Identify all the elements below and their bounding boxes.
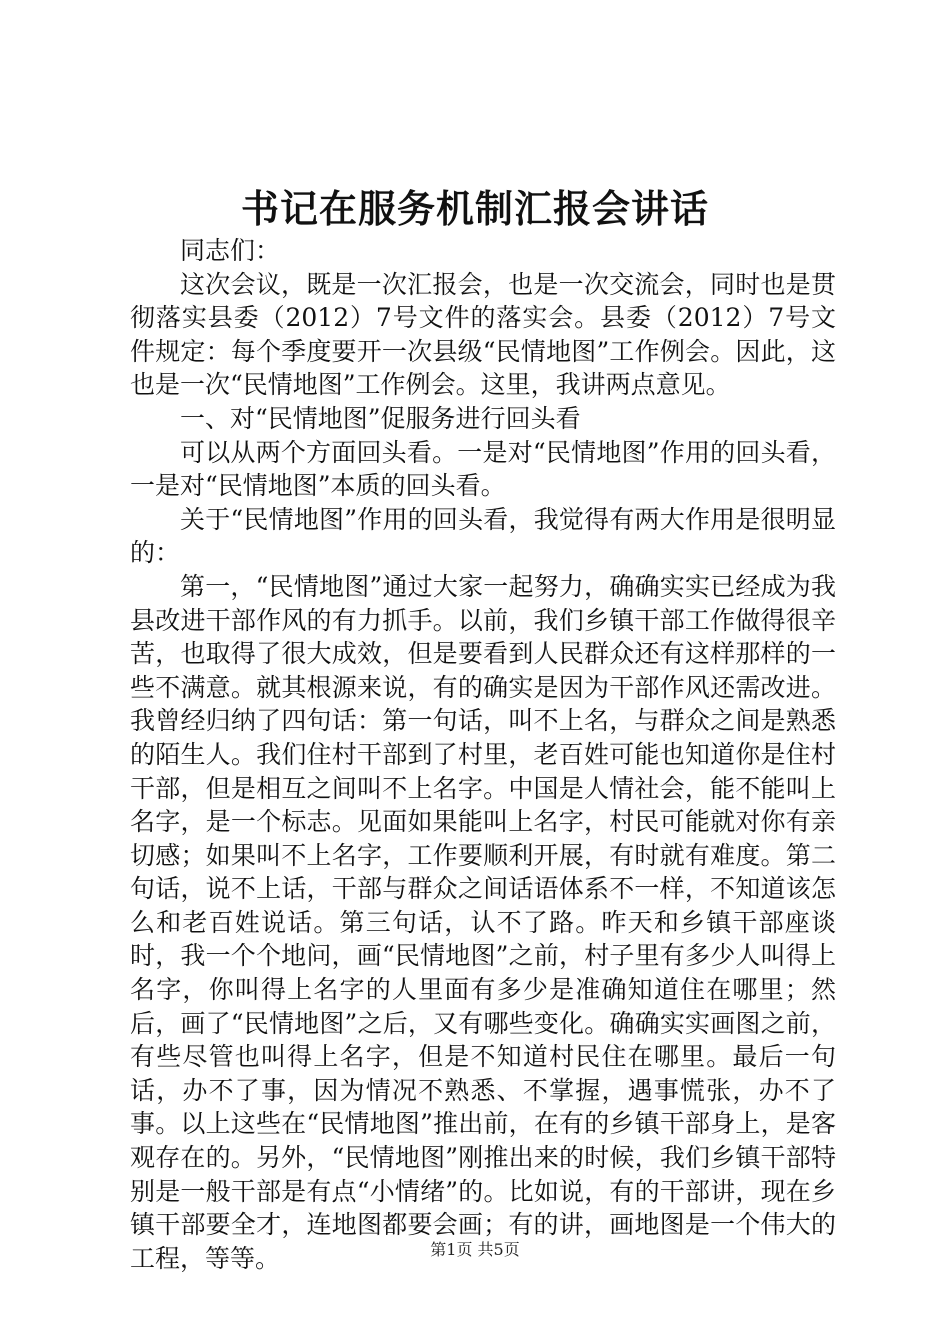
document-body	[130, 234, 836, 1275]
body-paragraph: 可以从两个方面回头看。一是对“民情地图”作用的回头看，一是对“民情地图”本质的回头看。	[130, 437, 836, 501]
page-number-footer: 第1页 共5页	[430, 1240, 520, 1259]
section-heading: 一、对“民情地图”促服务进行回头看	[180, 403, 581, 433]
salutation-paragraph: 同志们：	[180, 236, 281, 265]
body-paragraph: 关于“民情地图”作用的回头看，我觉得有两大作用是很明显的：	[130, 504, 836, 568]
body-paragraph: 第一，“民情地图”通过大家一起努力，确确实实已经成为我县改进干部作风的有力抓手。以前，我们乡镇干部工作做得很辛苦，也取得了很大成效，但是要看到人民群众还有这样那样的一些不满意。就其根源来说，有的确实是因为干部作风还需改进。我曾经归纳了四句话：第一句话，叫不上名，与群众之间是熟悉的陌生人。我们住村干部到了村里，老百姓可能也知道你是住村干部，但是相互之间叫不上名字。中国是人情社会，能不能叫上名字，是一个标志。见面如果能叫上名字，村民可能就对你有亲切感；如果叫不上名字，工作要顺利开展，有时就有难度。第二句话，说不上话，干部与群众之间话语体系不一样，不知道该怎么和老百姓说话。第三句话，认不了路。昨天和乡镇干部座谈时，我一个个地问，画“民情地图”之前，村子里有多少人叫得上名字，你叫得上名字的人里面有多少是准确知道住在哪里；然后，画了“民情地图”之后，又有哪些变化。确确实实画图之前，有些尽管也叫得上名字，但是不知道村民住在哪里。最后一句话，办不了事，因为情况不熟悉、不掌握，遇事慌张，办不了事。以上这些在“民情地图”推出前，在有的乡镇干部身上，是客观存在的。另外，“民情地图”刚推出来的时候，我们乡镇干部特别是一般干部是有点“小情绪”的。比如说，有的干部讲，现在乡镇干部要全才，连地图都要会画；有的讲，画地图是一个伟大的工程，等等。	[130, 571, 836, 1273]
document-title: 书记在服务机制汇报会讲话	[240, 186, 709, 231]
body-paragraph: 这次会议，既是一次汇报会，也是一次交流会，同时也是贯彻落实县委（2012）7号文件的落实会。县委（2012）7号文件规定：每个季度要开一次县级“民情地图”工作例会。因此，这也是一次“民情地图”工作例会。这里，我讲两点意见。	[130, 269, 836, 400]
